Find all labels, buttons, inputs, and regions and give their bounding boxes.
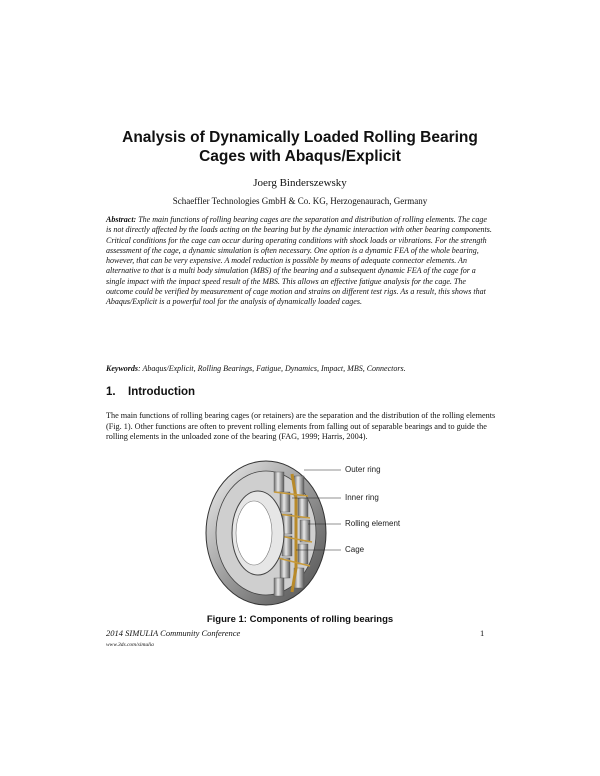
label-rolling-element: Rolling element	[345, 519, 401, 528]
bearing-figure	[196, 458, 446, 608]
label-cage: Cage	[345, 545, 365, 554]
abstract	[106, 215, 494, 308]
section-number: 1.	[106, 386, 116, 398]
footer-conference: 2014 SIMULIA Community Conference	[106, 628, 241, 638]
author-affiliation: Schaeffler Technologies GmbH & Co. KG, Herzogenaurach, Germany	[172, 196, 428, 206]
footer-url: www.3ds.com/simulia	[106, 642, 154, 648]
footer-page-number: 1	[480, 628, 485, 638]
title-line-2: Cages with Abaqus/Explicit	[199, 148, 401, 165]
section-title: Introduction	[128, 386, 196, 398]
figure-caption: Figure 1: Components of rolling bearings	[206, 614, 394, 625]
section-heading	[106, 386, 195, 398]
label-inner-ring: Inner ring	[345, 493, 379, 502]
abstract-label: Abstract:	[106, 215, 137, 224]
intro-paragraph: The main functions of rolling bearing cages (or retainers) are the separation and the distribution of the rolling elements (Fig. 1). Other functions are often to prevent rolling elements from falling out of separable bearings and to guide the rolling elements in the unloaded zone of the bearing (FAG, 1999; Harris, 2004).	[106, 411, 496, 442]
keywords	[106, 364, 526, 373]
label-outer-ring: Outer ring	[345, 465, 381, 474]
keywords-text: : Abaqus/Explicit, Rolling Bearings, Fatigue, Dynamics, Impact, MBS, Connectors.	[138, 364, 406, 373]
abstract-text: The main functions of rolling bearing cages are the separation and distribution of rolling elements. The cage is not directly affected by the loads acting on the bearing but by the dynamic interaction with other bearing components. Critical conditions for the cage can occur during operating conditions with shock loads or vibrations. For the strength assessment of the cage, a dynamic simulation is often necessary. One option is a dynamic FEA of the whole bearing, however, that can be very expensive. A model reduction is possible by means of adequate connector elements. An alternative to that is a multi body simulation (MBS) of the bearing and a subsequent dynamic FEA of the cage for a single impact with the impact speed result of the MBS. This allows an effective fatigue analysis for the cage. The outcome could be verified by measurement of cage motion and strains on different test rigs. As a result, this shows that Abaqus/Explicit is a powerful tool for the analysis of dynamically loaded cages.	[106, 215, 492, 307]
title-line-1: Analysis of Dynamically Loaded Rolling Bearing	[122, 129, 478, 146]
keywords-label: Keywords	[106, 364, 138, 373]
bearing-illustration	[196, 458, 446, 608]
author-name: Joerg Binderszewsky	[253, 177, 347, 189]
paper-title	[60, 128, 540, 166]
